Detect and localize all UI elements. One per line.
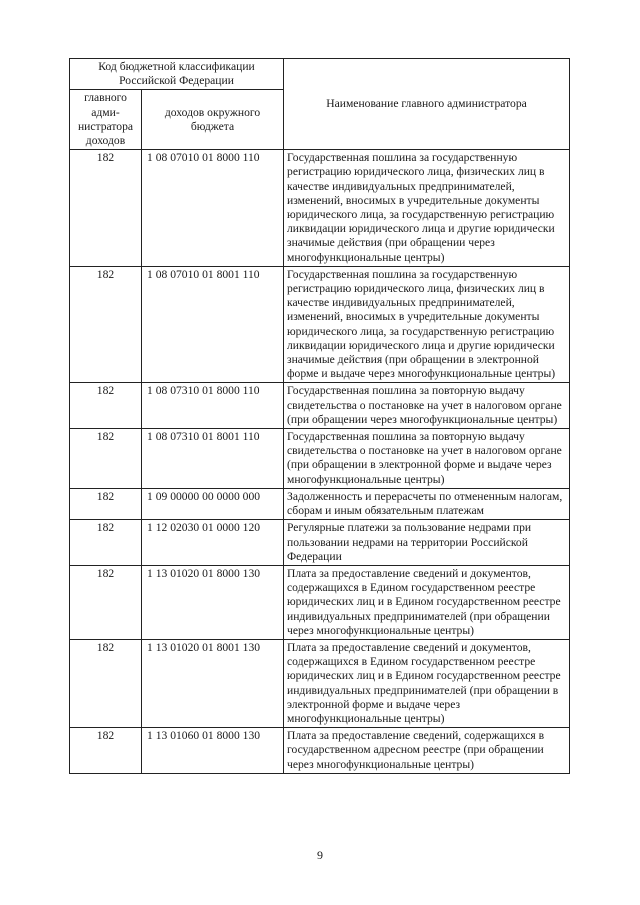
table-row [70,520,570,566]
header-code-group: Код бюджетной классификации Российской Федерации [70,59,284,90]
administrator-name-cell: Государственная пошлина за государственную регистрацию юридического лица, физических лиц в качестве индивидуальных предпринимателей, изменений, вносимых в учредительные документы юридического лица, за государственную регистрацию ликвидации юридического лица и другие юридически значимые действия (при обращении через многофункциональные центры) [284,150,570,267]
administrator-name-cell: Плата за предоставление сведений и документов, содержащихся в Едином государственном реестре юридических лиц и в Едином государственном реестре индивидуальных предпринимателей (при обращении через многофункциональные центры) [284,565,570,639]
admin-code-cell: 182 [70,639,142,727]
budget-code-cell: 1 13 01060 01 8000 130 [142,728,284,774]
budget-code-cell: 1 08 07310 01 8000 110 [142,383,284,429]
admin-code-cell: 182 [70,565,142,639]
table-row [70,266,570,383]
budget-code-cell: 1 08 07310 01 8001 110 [142,429,284,489]
admin-code-cell: 182 [70,150,142,267]
table-row [70,565,570,639]
table-row [70,639,570,727]
budget-code-cell: 1 08 07010 01 8001 110 [142,266,284,383]
administrator-name-cell: Государственная пошлина за повторную выдачу свидетельства о постановке на учет в налоговом органе (при обращении в электронной форме и выдаче через многофункциональные центры) [284,429,570,489]
page-number: 9 [317,848,323,862]
budget-code-cell: 1 08 07010 01 8000 110 [142,150,284,267]
admin-code-cell: 182 [70,728,142,774]
table-row [70,150,570,267]
admin-code-cell: 182 [70,383,142,429]
administrator-name-cell: Государственная пошлина за повторную выдачу свидетельства о постановке на учет в налоговом органе (при обращении через многофункциональные центры) [284,383,570,429]
table-body [70,150,570,774]
administrator-name-cell: Регулярные платежи за пользование недрами при пользовании недрами на территории Российской Федерации [284,520,570,566]
table-row [70,429,570,489]
header-district-budget-revenue: доходов окружного бюджета [142,90,284,150]
table-row [70,383,570,429]
header-chief-administrator: главного адми-нистратора доходов [70,90,142,150]
budget-classification-table [69,58,570,774]
administrator-name-cell: Государственная пошлина за государственную регистрацию юридического лица, физических лиц в качестве индивидуальных предпринимателей, изменений, вносимых в учредительные документы юридического лица, за государственную регистрацию ликвидации юридического лица и другие юридически значимые действия (при обращении в электронной форме и выдаче через многофункциональные центры) [284,266,570,383]
admin-code-cell: 182 [70,488,142,519]
admin-code-cell: 182 [70,520,142,566]
budget-code-cell: 1 13 01020 01 8001 130 [142,639,284,727]
administrator-name-cell: Плата за предоставление сведений, содержащихся в государственном адресном реестре (при обращении через многофункциональные центры) [284,728,570,774]
header-administrator-name: Наименование главного администратора [284,59,570,150]
admin-code-cell: 182 [70,266,142,383]
table-row [70,488,570,519]
admin-code-cell: 182 [70,429,142,489]
budget-code-cell: 1 13 01020 01 8000 130 [142,565,284,639]
table-row [70,728,570,774]
budget-code-cell: 1 09 00000 00 0000 000 [142,488,284,519]
budget-code-cell: 1 12 02030 01 0000 120 [142,520,284,566]
administrator-name-cell: Плата за предоставление сведений и документов, содержащихся в Едином государственном реестре юридических лиц и в Едином государственном реестре индивидуальных предпринимателей (при обращении в электронной форме и выдаче через многофункциональные центры) [284,639,570,727]
administrator-name-cell: Задолженность и перерасчеты по отмененным налогам, сборам и иным обязательным платежам [284,488,570,519]
